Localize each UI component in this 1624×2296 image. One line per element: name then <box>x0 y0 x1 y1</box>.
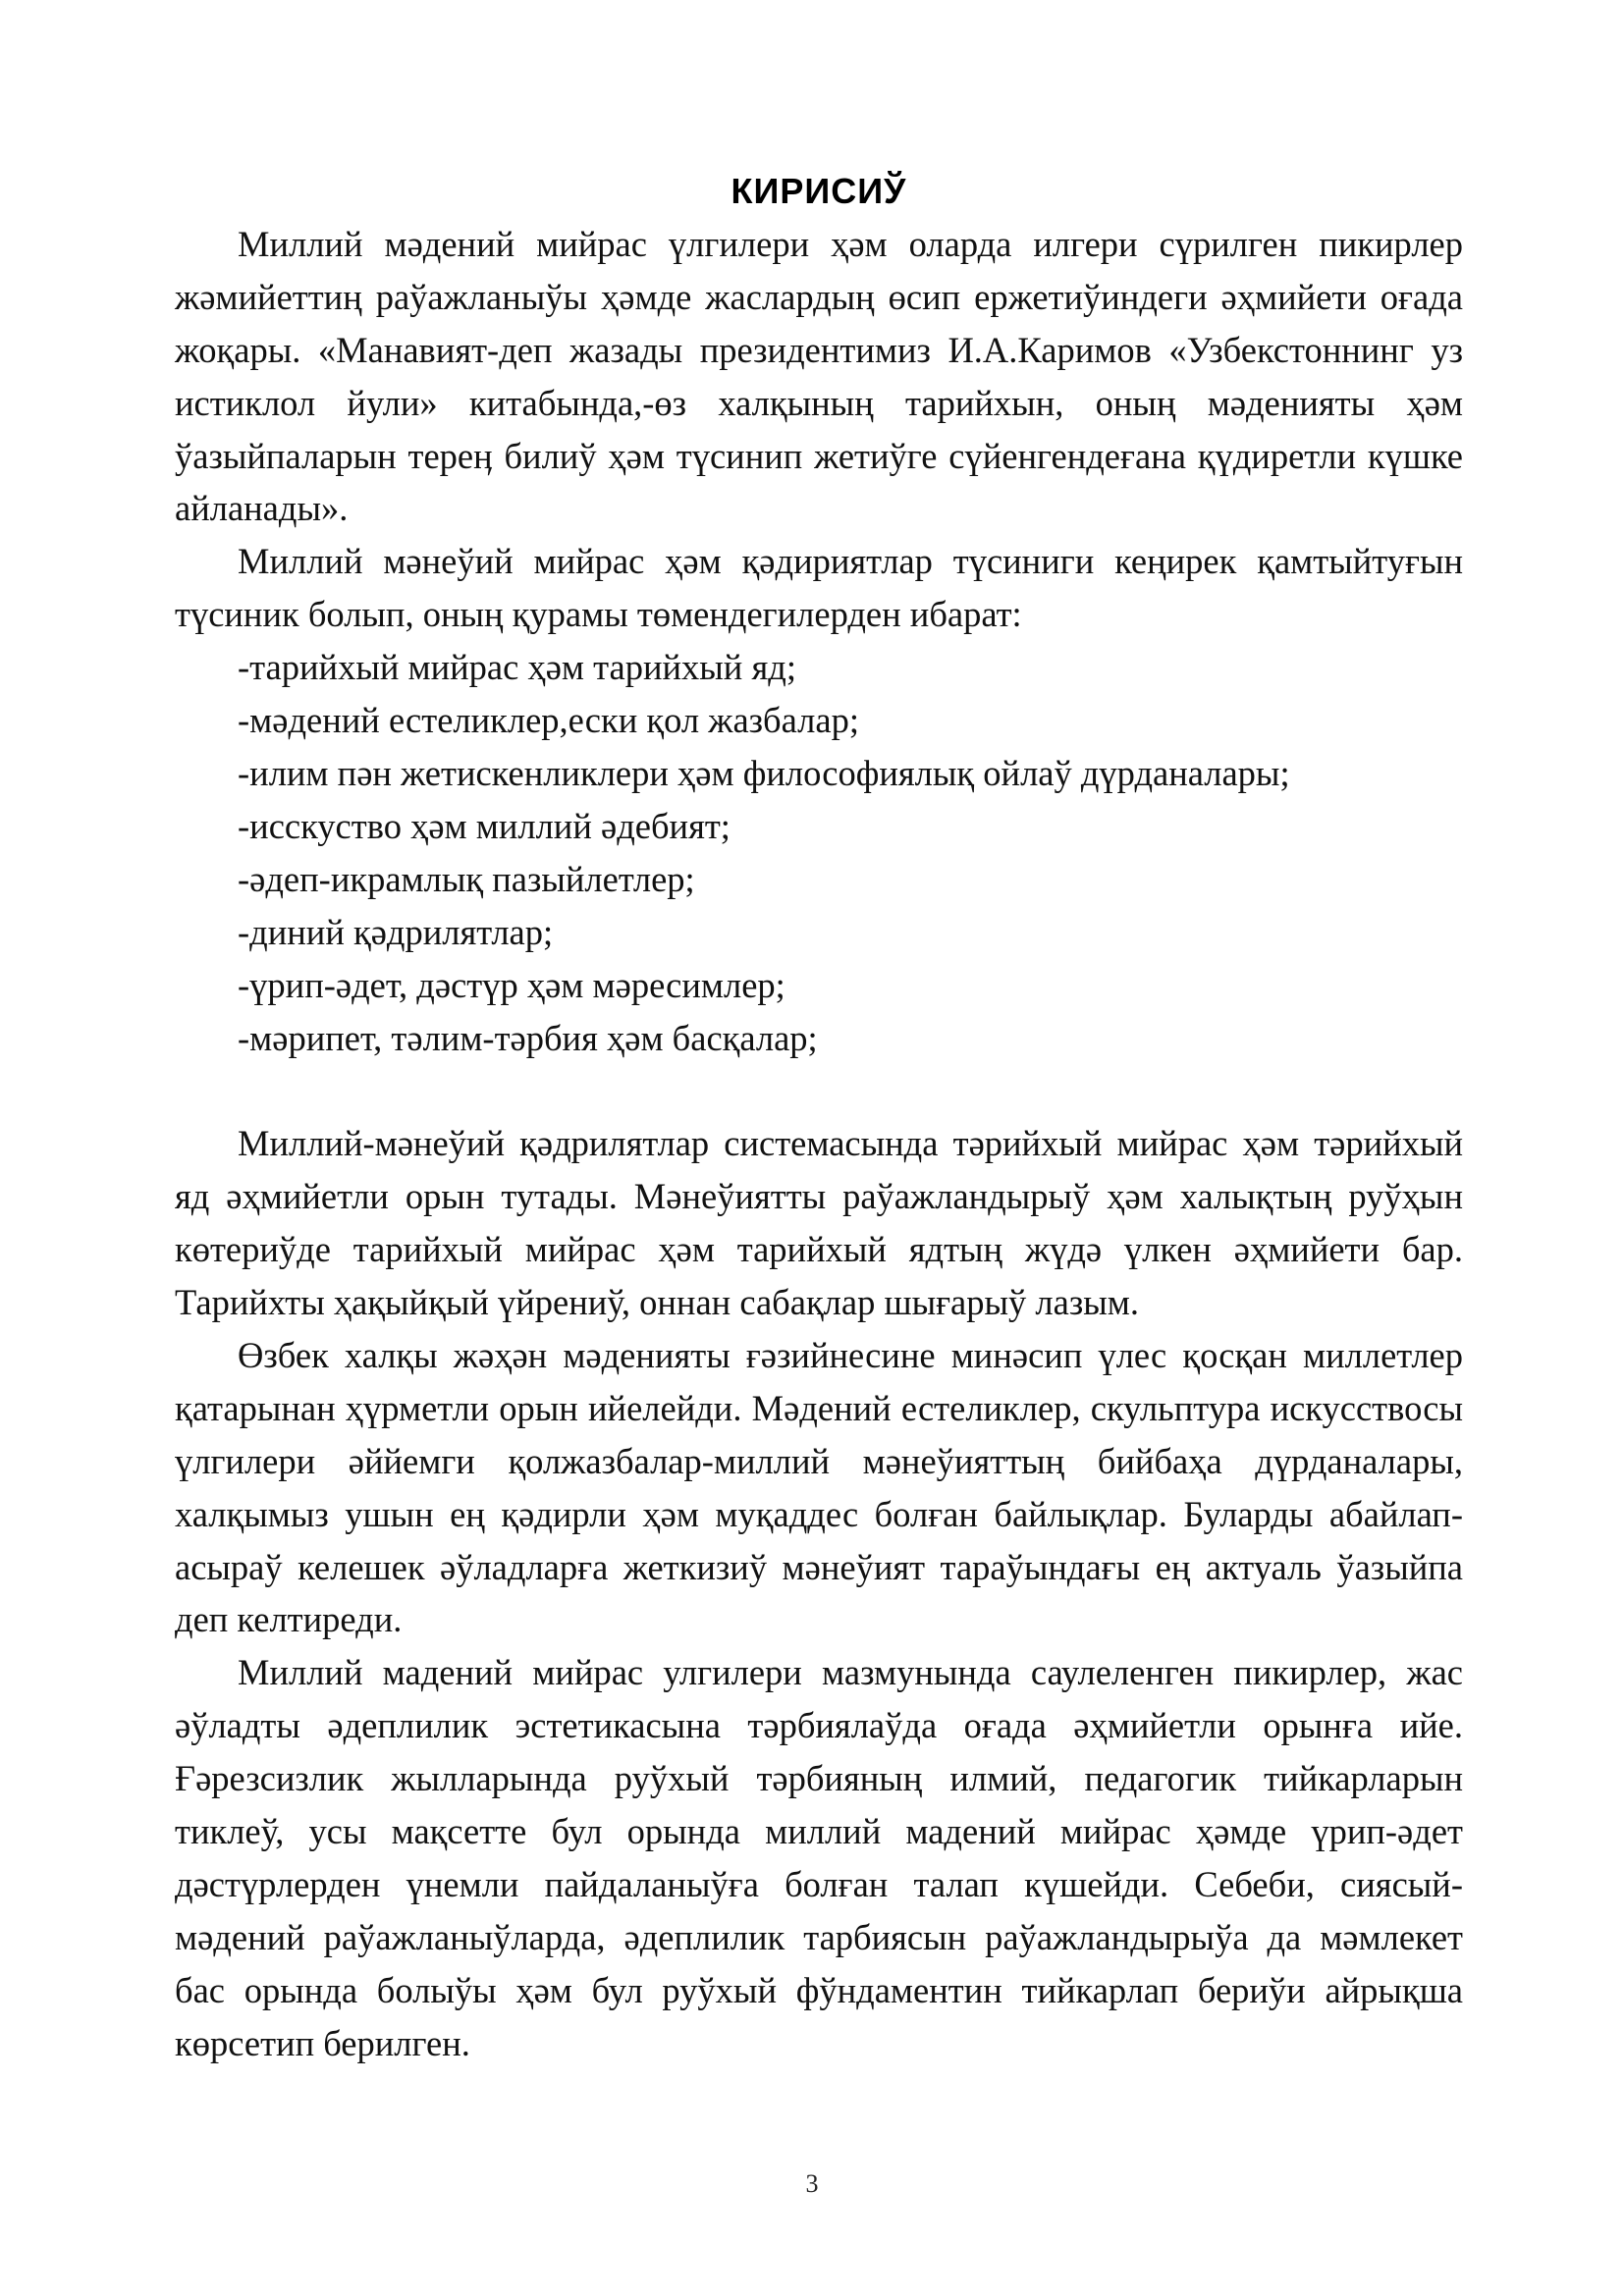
body-paragraph-1: Миллий-мәнеўий қәдрилятлар системасында тәрийхый мийрас ҳәм тәрийхый яд әҳмийетли орын тутады. Мәнеўиятты раўажландырыў ҳәм халықтың руўҳын көтериўде тарийхый мийрас ҳәм тарийхый ядтың жүдә үлкен әҳмийети бар. Тарийхты ҳақыйқый үйрениў, оннан сабақлар шығарыў лазым. <box>175 1123 1463 1323</box>
list-item: -илим пән жетискенликлери ҳәм философиялық ойлаў дүрданалары; <box>238 752 1290 793</box>
body-paragraph-3: Миллий мадений мийрас улгилери мазмунында саулеленген пикирлер, жас әўладты әдеплилик эстетикасына тәрбиялаўда оғада әҳмийетли орынға ийе. Ғәрезсизлик жылларында руўхый тәрбияның илмий, педагогик тийкарларын тиклеў, усы мақсетте бул орында миллий мадений мийрас ҳәмде үрип-әдет дәстүрлерден үнемли пайдаланыўға болған талап күшейди. Себеби, сиясый-мәдений раўажланыўларда, әдеплилик тарбиясын раўажландырыўа да мәмлекет бас орында болыўы ҳәм бул руўхый фўндаментин тийкарлап бериўи айрықша көрсетип берилген. <box>175 1652 1463 2063</box>
list-item: -мәдений естеликлер,ески қол жазбалар; <box>238 700 859 741</box>
body-paragraph-2: Өзбек халқы жәҳән мәденияты ғәзийнесине минәсип үлес қосқан миллетлер қатарынан ҳүрметли орын ийелейди. Мәдений естеликлер, скульптура искусствосы үлгилери әййемги қолжазбалар-миллий мәнеўияттың бийбаҳа дүрданалары, халқымыз ушын ең қәдирли ҳәм муқаддес болған байлықлар. Буларды абайлап-асыраў келешек әўладларға жеткизиў мәнеўият тараўындағы ең актуаль ўазыйпа деп келтиреди. <box>175 1334 1463 1640</box>
list-item: -тарийхый мийрас ҳәм тарийхый яд; <box>238 647 796 688</box>
list-item: -исскуство ҳәм миллий әдебият; <box>238 805 731 846</box>
intro-paragraph-2: Миллий мәнеўий мийрас ҳәм қәдириятлар түсиниги кеңирек қамтыйтуғын түсиник болып, оның қурамы төмендегилерден ибарат: <box>175 541 1463 635</box>
intro-paragraph-1: Миллий мәдений мийрас үлгилери ҳәм оларда илгери сүрилген пикирлер жәмийеттиң раўажланыўы ҳәмде жаслардың өсип ержетиўиндеги әҳмийети оғада жоқары. «Манавият-деп жазады президентимиз И.А.Каримов «Узбекстоннинг уз истиклол йули» китабында,-өз халқының тарийхын, оның мәденияты ҳәм ўазыйпаларын тереӊ билиў ҳәм түсинип жетиўге сүйенгендеғана қүдиретли күшке айланады». <box>175 223 1463 529</box>
page-title: КИРИСИЎ <box>731 171 907 211</box>
list-item: -мәрипет, тәлим-тәрбия ҳәм басқалар; <box>238 1017 818 1058</box>
page-content <box>175 165 1463 2070</box>
values-list <box>175 641 1463 1064</box>
list-item: -диний қәдрилятлар; <box>238 911 554 952</box>
page-number: 3 <box>805 2169 819 2198</box>
list-item: -үрип-әдет, дәстүр ҳәм мәресимлер; <box>238 964 785 1005</box>
blank-line <box>175 1064 1463 1117</box>
list-item: -әдеп-икрамлық пазыйлетлер; <box>238 858 695 899</box>
